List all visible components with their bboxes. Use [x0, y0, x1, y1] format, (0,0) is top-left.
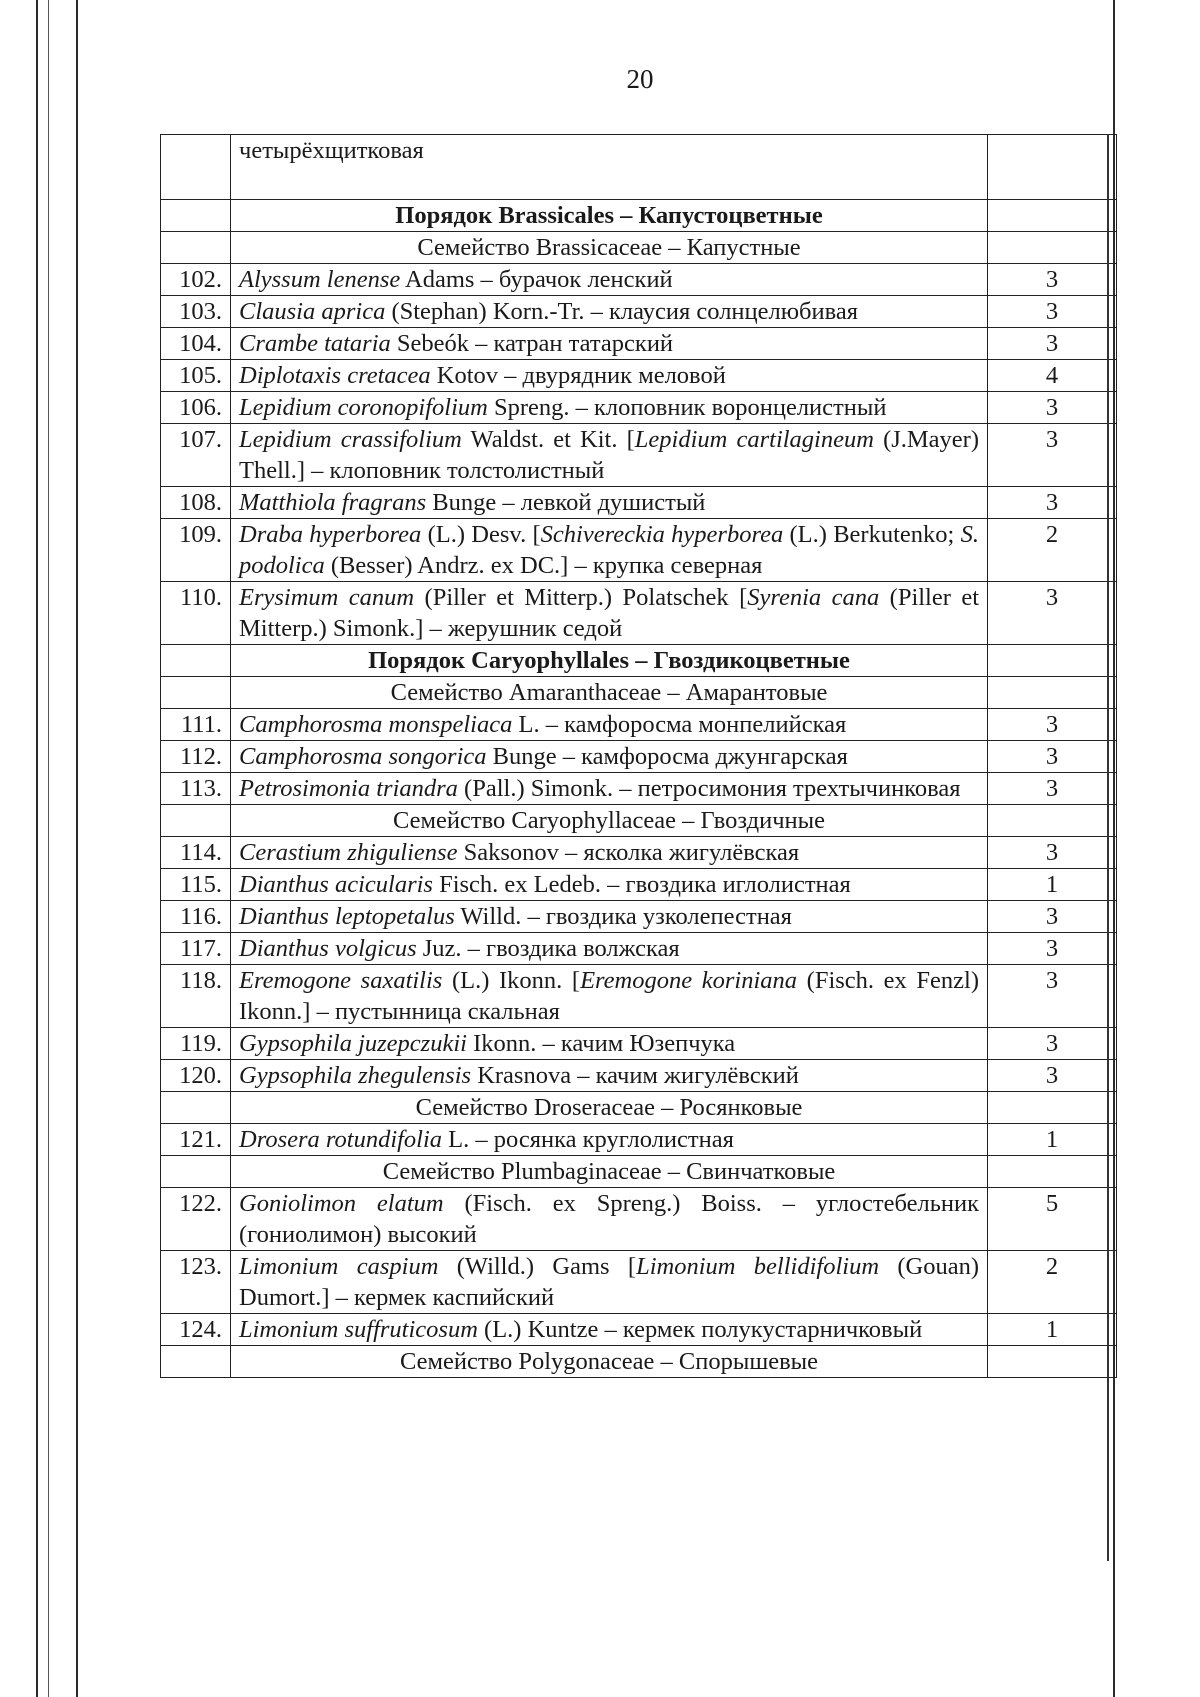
- row-number: 117.: [161, 933, 231, 965]
- row-number: 121.: [161, 1124, 231, 1156]
- species-text: (Stephan) Korn.-Tr. – клаусия солнцелюбивая: [385, 298, 859, 325]
- species-text: (Fisch. ex Fenzl) Ikonn.] – пустынница скальная: [239, 967, 980, 1025]
- species-text: Waldst. et Kit. [: [461, 426, 635, 453]
- latin-name: Erysimum canum: [239, 584, 415, 611]
- species-text: (Besser) Andrz. ex DC.] – крупка северная: [324, 552, 763, 579]
- rarity-category: [988, 232, 1117, 264]
- species-name-cell: [231, 773, 988, 805]
- latin-name: Matthiola fragrans: [239, 489, 427, 516]
- rarity-category: [988, 135, 1117, 200]
- species-name-cell: [231, 135, 988, 200]
- row-number: 107.: [161, 424, 231, 487]
- table-row: [161, 933, 1117, 965]
- page-number: 20: [626, 64, 654, 94]
- family-heading: Семейство Droseraceae – Росянковые: [231, 1092, 988, 1124]
- table-row: [161, 1314, 1117, 1346]
- latin-name: Limonium suffruticosum: [239, 1316, 478, 1343]
- rarity-category: 3: [988, 1028, 1117, 1060]
- latin-name: Lepidium coronopifolium: [239, 394, 488, 421]
- table-row: [161, 869, 1117, 901]
- species-name-cell: [231, 1124, 988, 1156]
- species-text: (Willd.) Gams [: [438, 1253, 637, 1280]
- latin-name: Lepidium crassifolium: [239, 426, 462, 453]
- species-name-cell: [231, 519, 988, 582]
- latin-name: Camphorosma monspeliaca: [239, 711, 513, 738]
- rarity-category: 3: [988, 392, 1117, 424]
- species-text: Adams – бурачок ленский: [400, 266, 673, 293]
- rarity-category: [988, 645, 1117, 677]
- row-number: 103.: [161, 296, 231, 328]
- scan-edge-left-inner: [48, 0, 49, 1697]
- rarity-category: 3: [988, 933, 1117, 965]
- row-number: [161, 1346, 231, 1378]
- species-text: (Pall.) Simonk. – петросимония трехтычинковая: [457, 775, 961, 802]
- rarity-category: 3: [988, 328, 1117, 360]
- species-name-cell: [231, 965, 988, 1028]
- table-row: [161, 741, 1117, 773]
- table-row: [161, 965, 1117, 1028]
- order-heading-row: [161, 645, 1117, 677]
- page-edge-left: [76, 0, 78, 1697]
- family-heading: Семейство Amaranthaceae – Амарантовые: [231, 677, 988, 709]
- species-name-cell: [231, 869, 988, 901]
- row-number: [161, 200, 231, 232]
- table-outer-rule: [1107, 134, 1109, 1561]
- rarity-category: [988, 1092, 1117, 1124]
- species-name-cell: [231, 328, 988, 360]
- table-row: [161, 1251, 1117, 1314]
- species-name-cell: [231, 1251, 988, 1314]
- table-row: [161, 837, 1117, 869]
- family-heading: Семейство Plumbaginaceae – Свинчатковые: [231, 1156, 988, 1188]
- species-name-cell: [231, 741, 988, 773]
- family-heading: Семейство Polygonaceae – Спорышевые: [231, 1346, 988, 1378]
- rarity-category: 1: [988, 1314, 1117, 1346]
- family-heading: Семейство Caryophyllaceae – Гвоздичные: [231, 805, 988, 837]
- latin-name: Schivereckia hyperborea: [540, 521, 784, 548]
- table-row: [161, 424, 1117, 487]
- table-row: [161, 328, 1117, 360]
- family-heading-row: [161, 677, 1117, 709]
- rarity-category: 3: [988, 901, 1117, 933]
- table-row: [161, 1124, 1117, 1156]
- table-row: [161, 1028, 1117, 1060]
- species-text: (L.) Ikonn. [: [442, 967, 581, 994]
- table-row: [161, 1060, 1117, 1092]
- rarity-category: [988, 805, 1117, 837]
- row-number: [161, 232, 231, 264]
- species-text: (Piller et Mitterp.) Simonk.] – жерушник седой: [239, 584, 980, 642]
- latin-name: Gypsophila juzepczukii: [239, 1030, 467, 1057]
- row-number: 109.: [161, 519, 231, 582]
- latin-name: Lepidium cartilagineum: [634, 426, 874, 453]
- rarity-category: 3: [988, 582, 1117, 645]
- species-name-cell: [231, 487, 988, 519]
- species-name-cell: [231, 1028, 988, 1060]
- table-row: [161, 709, 1117, 741]
- rarity-category: [988, 1346, 1117, 1378]
- latin-name: Diplotaxis cretacea: [239, 362, 431, 389]
- species-name-cell: [231, 837, 988, 869]
- species-text: Ikonn. – качим Юзепчука: [466, 1030, 736, 1057]
- family-heading-row: [161, 805, 1117, 837]
- species-text: Krasnova – качим жигулёвский: [471, 1062, 799, 1089]
- table-row: [161, 487, 1117, 519]
- family-heading-row: [161, 232, 1117, 264]
- species-name-cell: [231, 392, 988, 424]
- latin-name: Draba hyperborea: [239, 521, 422, 548]
- rarity-category: 1: [988, 1124, 1117, 1156]
- rarity-category: [988, 677, 1117, 709]
- table-row: [161, 901, 1117, 933]
- scan-edge-left: [36, 0, 38, 1697]
- latin-name: Petrosimonia triandra: [239, 775, 458, 802]
- species-text: Juz. – гвоздика волжская: [416, 935, 680, 962]
- rarity-category: 3: [988, 773, 1117, 805]
- species-text: (L.) Kuntze – кермек полукустарничковый: [477, 1316, 923, 1343]
- rarity-category: [988, 1156, 1117, 1188]
- order-heading: Порядок Brassicales – Капустоцветные: [231, 200, 988, 232]
- latin-name: Camphorosma songorica: [239, 743, 487, 770]
- species-text: четырёхщитковая: [239, 137, 424, 164]
- rarity-category: 3: [988, 837, 1117, 869]
- latin-name: Gypsophila zhegulensis: [239, 1062, 472, 1089]
- row-number: [161, 805, 231, 837]
- row-number: [161, 135, 231, 200]
- table-row: [161, 296, 1117, 328]
- table-row: [161, 1188, 1117, 1251]
- latin-name: Crambe tataria: [239, 330, 391, 357]
- row-number: 105.: [161, 360, 231, 392]
- species-text: (L.) Berkutenko;: [783, 521, 961, 548]
- latin-name: Clausia aprica: [239, 298, 386, 325]
- species-text: Spreng. – клоповник воронцелистный: [487, 394, 887, 421]
- species-text: Bunge – камфоросма джунгарская: [486, 743, 848, 770]
- species-text: Bunge – левкой душистый: [426, 489, 706, 516]
- rarity-category: 3: [988, 1060, 1117, 1092]
- rarity-category: 3: [988, 296, 1117, 328]
- species-name-cell: [231, 264, 988, 296]
- rarity-category: 3: [988, 709, 1117, 741]
- species-name-cell: [231, 582, 988, 645]
- table-row: [161, 392, 1117, 424]
- table-row: [161, 135, 1117, 200]
- latin-name: Limonium bellidifolium: [636, 1253, 880, 1280]
- species-name-cell: [231, 1314, 988, 1346]
- latin-name: S. podolica: [239, 521, 979, 579]
- row-number: 114.: [161, 837, 231, 869]
- rarity-category: 1: [988, 869, 1117, 901]
- rarity-category: 2: [988, 519, 1117, 582]
- latin-name: Dianthus leptopetalus: [239, 903, 455, 930]
- species-text: (J.Mayer) Thell.] – клоповник толстолистный: [239, 426, 979, 484]
- species-text: (Gouan) Dumort.] – кермек каспийский: [239, 1253, 980, 1311]
- row-number: [161, 1156, 231, 1188]
- row-number: 118.: [161, 965, 231, 1028]
- species-text: Fisch. ex Ledeb. – гвоздика иглолистная: [432, 871, 851, 898]
- table-row: [161, 360, 1117, 392]
- latin-name: Goniolimon elatum: [239, 1190, 444, 1217]
- order-heading-row: [161, 200, 1117, 232]
- species-name-cell: [231, 1188, 988, 1251]
- table-row: [161, 519, 1117, 582]
- row-number: 112.: [161, 741, 231, 773]
- latin-name: Cerastium zhiguliense: [239, 839, 458, 866]
- latin-name: Alyssum lenense: [239, 266, 401, 293]
- family-heading-row: [161, 1156, 1117, 1188]
- rarity-category: [988, 200, 1117, 232]
- species-name-cell: [231, 296, 988, 328]
- order-heading: Порядок Caryophyllales – Гвоздикоцветные: [231, 645, 988, 677]
- latin-name: Dianthus acicularis: [239, 871, 433, 898]
- rarity-category: 3: [988, 424, 1117, 487]
- table-row: [161, 773, 1117, 805]
- species-text: (Fisch. ex Spreng.) Boiss. – углостебельник (гониолимон) высокий: [239, 1190, 979, 1248]
- latin-name: Syrenia cana: [747, 584, 880, 611]
- species-text: Sebeók – катран татарский: [390, 330, 674, 357]
- species-name-cell: [231, 933, 988, 965]
- species-name-cell: [231, 360, 988, 392]
- row-number: [161, 1092, 231, 1124]
- rarity-category: 3: [988, 741, 1117, 773]
- species-text: (Piller et Mitterp.) Polatschek [: [414, 584, 748, 611]
- latin-name: Limonium caspium: [239, 1253, 439, 1280]
- latin-name: Dianthus volgicus: [239, 935, 417, 962]
- rarity-category: 3: [988, 264, 1117, 296]
- species-name-cell: [231, 424, 988, 487]
- species-table-body: [161, 135, 1117, 1378]
- species-name-cell: [231, 709, 988, 741]
- rarity-category: 3: [988, 965, 1117, 1028]
- family-heading-row: [161, 1346, 1117, 1378]
- rarity-category: 4: [988, 360, 1117, 392]
- row-number: 102.: [161, 264, 231, 296]
- latin-name: Drosera rotundifolia: [239, 1126, 443, 1153]
- species-text: (L.) Desv. [: [421, 521, 541, 548]
- rarity-category: 3: [988, 487, 1117, 519]
- row-number: 113.: [161, 773, 231, 805]
- rarity-category: 2: [988, 1251, 1117, 1314]
- row-number: 111.: [161, 709, 231, 741]
- species-text: Saksonov – ясколка жигулёвская: [457, 839, 800, 866]
- table-row: [161, 264, 1117, 296]
- row-number: 110.: [161, 582, 231, 645]
- table-row: [161, 582, 1117, 645]
- row-number: 119.: [161, 1028, 231, 1060]
- row-number: 116.: [161, 901, 231, 933]
- species-table: [160, 134, 1117, 1378]
- rarity-category: 5: [988, 1188, 1117, 1251]
- species-text: L. – камфоросма монпелийская: [512, 711, 847, 738]
- row-number: 122.: [161, 1188, 231, 1251]
- species-text: L. – росянка круглолистная: [442, 1126, 734, 1153]
- family-heading-row: [161, 1092, 1117, 1124]
- species-name-cell: [231, 901, 988, 933]
- species-text: Kotov – двурядник меловой: [430, 362, 726, 389]
- row-number: [161, 645, 231, 677]
- row-number: 106.: [161, 392, 231, 424]
- row-number: 115.: [161, 869, 231, 901]
- row-number: 108.: [161, 487, 231, 519]
- row-number: 120.: [161, 1060, 231, 1092]
- row-number: 124.: [161, 1314, 231, 1346]
- latin-name: Eremogone saxatilis: [239, 967, 443, 994]
- row-number: 123.: [161, 1251, 231, 1314]
- family-heading: Семейство Brassicaceae – Капустные: [231, 232, 988, 264]
- row-number: [161, 677, 231, 709]
- row-number: 104.: [161, 328, 231, 360]
- species-name-cell: [231, 1060, 988, 1092]
- species-text: Willd. – гвоздика узколепестная: [454, 903, 792, 930]
- latin-name: Eremogone koriniana: [580, 967, 798, 994]
